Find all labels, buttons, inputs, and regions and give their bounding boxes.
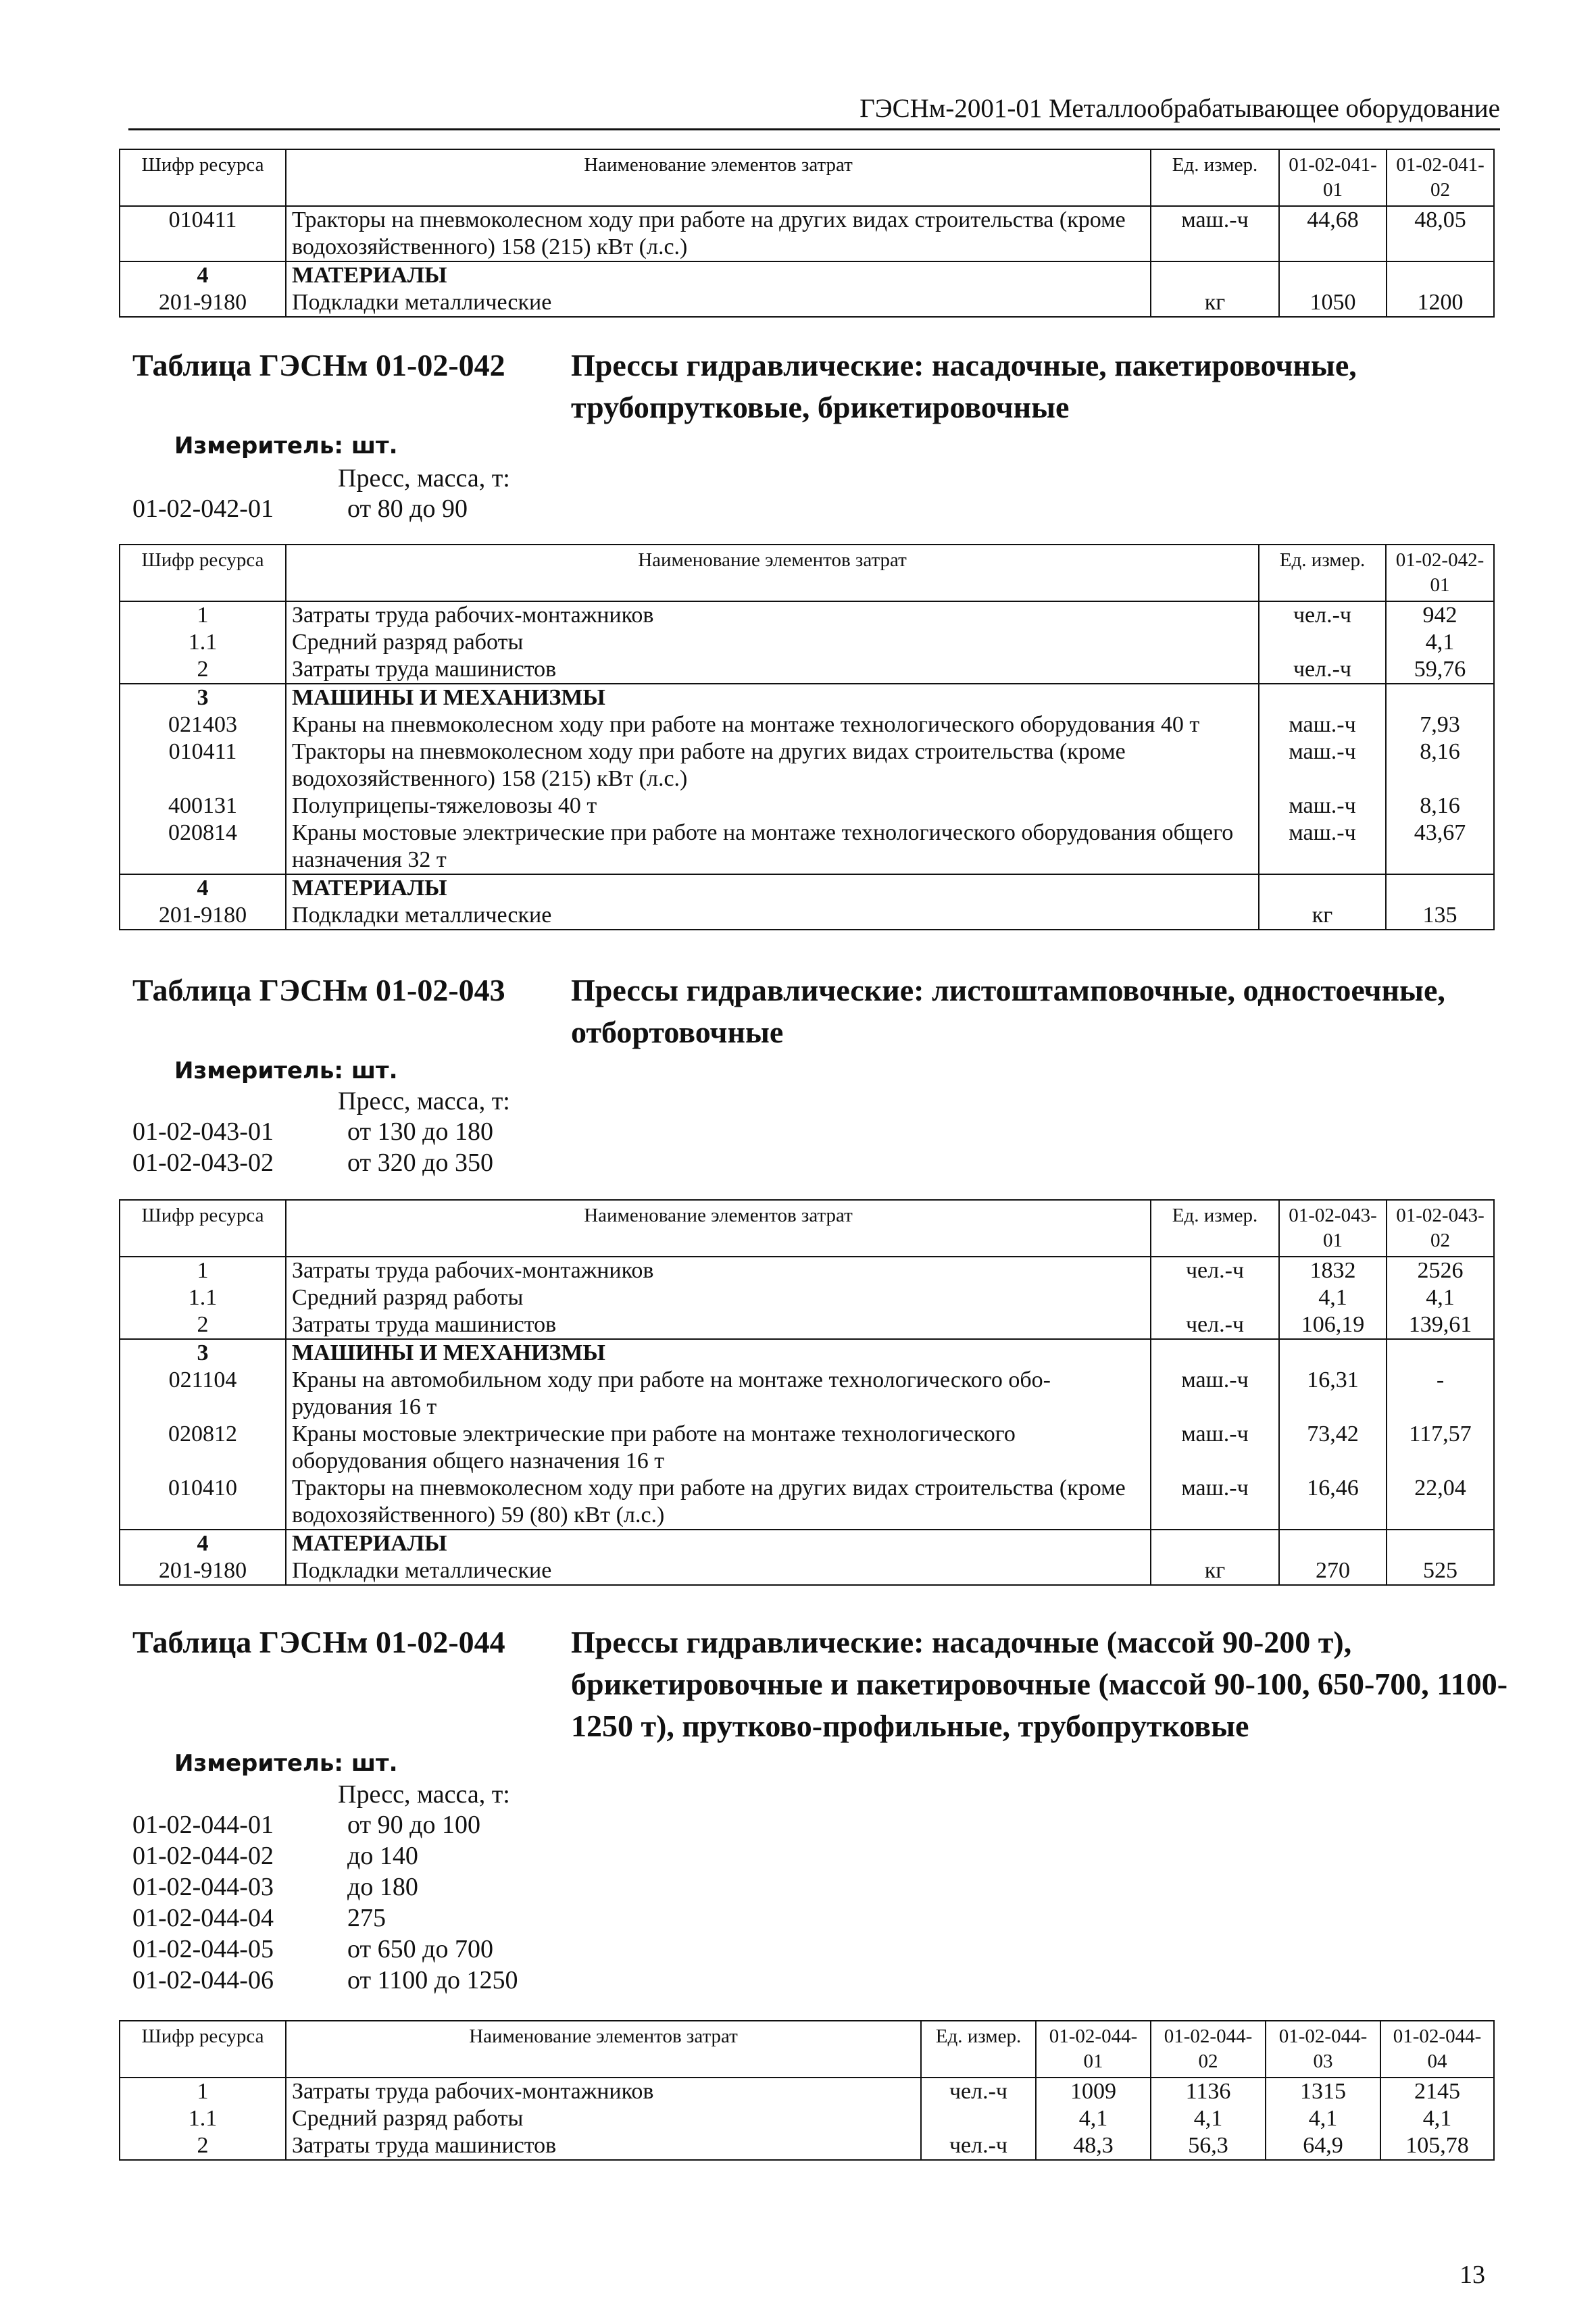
- resource-code: 010411: [120, 738, 286, 793]
- value: 8,16: [1386, 793, 1494, 820]
- value: [1387, 1530, 1494, 1557]
- col-header: 01-02-044-04: [1380, 2021, 1494, 2078]
- spec-value: от 650 до 700: [347, 1935, 493, 1963]
- value: 43,67: [1386, 820, 1494, 874]
- unit: маш.-ч: [1259, 793, 1386, 820]
- cost-item-name: Подкладки металлические: [286, 289, 1151, 317]
- value: 105,78: [1380, 2132, 1494, 2160]
- table-row: [120, 1557, 1494, 1585]
- spec-row: [132, 1147, 493, 1178]
- spec-heading: Пресс, масса, т:: [338, 1087, 510, 1115]
- cost-item-name: Затраты труда рабочих-монтажников: [286, 1257, 1151, 1284]
- table-row: [120, 1475, 1494, 1530]
- value: [1386, 874, 1494, 902]
- spec-value: 275: [347, 1904, 386, 1932]
- table-description: Прессы гидравлические: насадочные (массой 90-200 т), брикетировочные и пакетировочные (массой 90-100, 650-700, 1100-1250 т), прутково-профильные, трубопрутковые: [571, 1625, 1508, 1743]
- table-row: [120, 2132, 1494, 2160]
- table-042: [119, 544, 1495, 930]
- spec-value: до 180: [347, 1873, 418, 1901]
- spec-row: [132, 1934, 493, 1965]
- resource-code: 201-9180: [120, 1557, 286, 1585]
- unit: маш.-ч: [1151, 206, 1279, 261]
- resource-code: 201-9180: [120, 902, 286, 930]
- value: 7,93: [1386, 711, 1494, 738]
- cost-item-name: МАТЕРИАЛЫ: [286, 874, 1259, 902]
- unit: чел.-ч: [1259, 656, 1386, 684]
- table-description: Прессы гидравлические: листоштамповочные, одностоечные, отбортовочные: [571, 973, 1445, 1049]
- value: [1279, 1530, 1387, 1557]
- page-number: 13: [1460, 2261, 1485, 2289]
- value: 73,42: [1279, 1421, 1387, 1475]
- table-row: [120, 902, 1494, 930]
- spec-code: 01-02-043-01: [132, 1117, 274, 1146]
- table-row: [120, 206, 1494, 261]
- cost-item-name: Тракторы на пневмоколесном ходу при работе на других видах строительства (кроме водохозяйственного) 59 (80) кВт (л.с.): [286, 1475, 1151, 1530]
- value: 1050: [1279, 289, 1387, 317]
- resource-code: 1: [120, 2078, 286, 2105]
- value: 2526: [1387, 1257, 1494, 1284]
- resource-code: 021104: [120, 1367, 286, 1421]
- value: 4,1: [1151, 2105, 1266, 2132]
- resource-code: 3: [120, 1339, 286, 1367]
- col-header: Наименование элементов затрат: [286, 149, 1151, 206]
- spec-row: [132, 1903, 386, 1934]
- value: 106,19: [1279, 1311, 1387, 1339]
- spec-value: от 90 до 100: [347, 1811, 480, 1839]
- cost-item-name: МАШИНЫ И МЕХАНИЗМЫ: [286, 1339, 1151, 1367]
- col-header: Ед. измер.: [921, 2021, 1036, 2078]
- resource-code: 3: [120, 684, 286, 711]
- value: 4,1: [1266, 2105, 1380, 2132]
- spec-value: от 80 до 90: [347, 495, 468, 523]
- resource-code: 1: [120, 601, 286, 629]
- unit: [1151, 1284, 1279, 1311]
- table-row: [120, 629, 1494, 656]
- value: 1315: [1266, 2078, 1380, 2105]
- table-row: [120, 820, 1494, 874]
- value: 4,1: [1386, 629, 1494, 656]
- table-row: [120, 1421, 1494, 1475]
- col-header: 01-02-044-03: [1266, 2021, 1380, 2078]
- cost-item-name: Тракторы на пневмоколесном ходу при работе на других видах строительства (кроме водохозяйственного) 158 (215) кВт (л.с.): [286, 738, 1259, 793]
- value: [1387, 1339, 1494, 1367]
- unit: кг: [1151, 289, 1279, 317]
- value: 4,1: [1036, 2105, 1151, 2132]
- unit: маш.-ч: [1259, 820, 1386, 874]
- unit: чел.-ч: [921, 2078, 1036, 2105]
- value: 4,1: [1387, 1284, 1494, 1311]
- cost-item-name: Подкладки металлические: [286, 1557, 1151, 1585]
- value: [1386, 684, 1494, 711]
- spec-code: 01-02-044-02: [132, 1842, 274, 1870]
- cost-item-name: МАТЕРИАЛЫ: [286, 261, 1151, 289]
- cost-item-name: Краны на пневмоколесном ходу при работе на монтаже технологического оборудования 40 т: [286, 711, 1259, 738]
- col-header: Ед. измер.: [1259, 545, 1386, 601]
- unit: маш.-ч: [1151, 1367, 1279, 1421]
- col-header: Наименование элементов затрат: [286, 1200, 1151, 1257]
- table-row: [120, 656, 1494, 684]
- table-title: Таблица ГЭСНм 01-02-043: [132, 973, 505, 1007]
- table-title: Таблица ГЭСНм 01-02-044: [132, 1625, 505, 1659]
- value: 942: [1386, 601, 1494, 629]
- value: 139,61: [1387, 1311, 1494, 1339]
- col-header: Шифр ресурса: [120, 2021, 286, 2078]
- table-043: [119, 1199, 1495, 1586]
- col-header: Шифр ресурса: [120, 545, 286, 601]
- table-row: [120, 2105, 1494, 2132]
- spec-code: 01-02-044-04: [132, 1904, 274, 1932]
- col-header: 01-02-043-02: [1387, 1200, 1494, 1257]
- table-row: [120, 601, 1494, 629]
- col-header: 01-02-044-01: [1036, 2021, 1151, 2078]
- table-description: Прессы гидравлические: насадочные, пакетировочные, трубопрутковые, брикетировочные: [571, 348, 1357, 424]
- resource-code: 010411: [120, 206, 286, 261]
- spec-value: от 130 до 180: [347, 1117, 493, 1146]
- col-header: Ед. измер.: [1151, 1200, 1279, 1257]
- value: 270: [1279, 1557, 1387, 1585]
- spec-code: 01-02-044-03: [132, 1873, 274, 1901]
- col-header: Шифр ресурса: [120, 149, 286, 206]
- value: [1279, 1339, 1387, 1367]
- table-row: [120, 874, 1494, 902]
- cost-item-name: Краны мостовые электрические при работе на монтаже технологического оборудования общего назначения 32 т: [286, 820, 1259, 874]
- cost-item-name: Тракторы на пневмоколесном ходу при работе на других видах строительства (кроме водохозяйственного) 158 (215) кВт (л.с.): [286, 206, 1151, 261]
- value: 1136: [1151, 2078, 1266, 2105]
- table-row: [120, 289, 1494, 317]
- unit: [1259, 874, 1386, 902]
- value: 48,3: [1036, 2132, 1151, 2160]
- value: 56,3: [1151, 2132, 1266, 2160]
- measure-unit: Измеритель: шт.: [174, 432, 398, 459]
- resource-code: 021403: [120, 711, 286, 738]
- cost-item-name: Краны мостовые электрические при работе на монтаже технологического оборудования общего назначения 16 т: [286, 1421, 1151, 1475]
- resource-code: 1: [120, 1257, 286, 1284]
- unit: маш.-ч: [1151, 1475, 1279, 1530]
- table-row: [120, 2078, 1494, 2105]
- measure-unit: Измеритель: шт.: [174, 1057, 398, 1084]
- spec-row: [132, 1116, 493, 1147]
- resource-code: 400131: [120, 793, 286, 820]
- resource-code: 020812: [120, 1421, 286, 1475]
- table-row: [120, 1311, 1494, 1339]
- value: 1832: [1279, 1257, 1387, 1284]
- unit: маш.-ч: [1259, 738, 1386, 793]
- resource-code: 4: [120, 261, 286, 289]
- unit: чел.-ч: [1151, 1311, 1279, 1339]
- table-row: [120, 1339, 1494, 1367]
- unit: кг: [1151, 1557, 1279, 1585]
- table-row: [120, 711, 1494, 738]
- spec-code: 01-02-042-01: [132, 495, 274, 523]
- cost-item-name: Затраты труда машинистов: [286, 656, 1259, 684]
- col-header: Шифр ресурса: [120, 1200, 286, 1257]
- table-row: [120, 1257, 1494, 1284]
- unit: [1151, 261, 1279, 289]
- cost-item-name: Затраты труда машинистов: [286, 1311, 1151, 1339]
- value: 64,9: [1266, 2132, 1380, 2160]
- cost-item-name: Затраты труда рабочих-монтажников: [286, 601, 1259, 629]
- value: 4,1: [1380, 2105, 1494, 2132]
- spec-code: 01-02-044-01: [132, 1811, 274, 1839]
- col-header: Наименование элементов затрат: [286, 545, 1259, 601]
- col-header: Ед. измер.: [1151, 149, 1279, 206]
- unit: кг: [1259, 902, 1386, 930]
- unit: [1151, 1339, 1279, 1367]
- table-044: [119, 2020, 1495, 2161]
- resource-code: 1.1: [120, 629, 286, 656]
- spec-code: 01-02-043-02: [132, 1149, 274, 1177]
- spec-value: от 320 до 350: [347, 1149, 493, 1177]
- spec-row: [132, 1965, 518, 1996]
- spec-row: [132, 493, 468, 524]
- col-header: 01-02-043-01: [1279, 1200, 1387, 1257]
- unit: [1259, 684, 1386, 711]
- value: 2145: [1380, 2078, 1494, 2105]
- value: 48,05: [1387, 206, 1494, 261]
- value: 44,68: [1279, 206, 1387, 261]
- unit: чел.-ч: [1259, 601, 1386, 629]
- table-row: [120, 1284, 1494, 1311]
- spec-heading: Пресс, масса, т:: [338, 464, 510, 493]
- col-header: 01-02-041-01: [1279, 149, 1387, 206]
- page-header: [128, 95, 1500, 130]
- table-title: Таблица ГЭСНм 01-02-042: [132, 348, 505, 382]
- table-header-row: [120, 2021, 1494, 2078]
- spec-code: 01-02-044-05: [132, 1935, 274, 1963]
- cost-item-name: Полуприцепы-тяжеловозы 40 т: [286, 793, 1259, 820]
- table-header-row: [120, 545, 1494, 601]
- col-header: 01-02-042-01: [1386, 545, 1494, 601]
- value: 16,31: [1279, 1367, 1387, 1421]
- resource-code: 201-9180: [120, 289, 286, 317]
- unit: маш.-ч: [1151, 1421, 1279, 1475]
- resource-code: 010410: [120, 1475, 286, 1530]
- value: 59,76: [1386, 656, 1494, 684]
- value: 1200: [1387, 289, 1494, 317]
- table-row: [120, 1367, 1494, 1421]
- table-row: [120, 1530, 1494, 1557]
- cost-item-name: Средний разряд работы: [286, 2105, 921, 2132]
- spec-row: [132, 1809, 480, 1840]
- col-header: 01-02-044-02: [1151, 2021, 1266, 2078]
- spec-heading: Пресс, масса, т:: [338, 1780, 510, 1809]
- table-header-row: [120, 149, 1494, 206]
- value: 16,46: [1279, 1475, 1387, 1530]
- page-header-text: ГЭСНм-2001-01 Металлообрабатывающее оборудование: [859, 94, 1500, 123]
- value: 8,16: [1386, 738, 1494, 793]
- unit: [1259, 629, 1386, 656]
- spec-value: до 140: [347, 1842, 418, 1870]
- table-header-row: [120, 1200, 1494, 1257]
- spec-row: [132, 1840, 418, 1871]
- unit: чел.-ч: [1151, 1257, 1279, 1284]
- spec-row: [132, 1871, 418, 1903]
- cost-item-name: Средний разряд работы: [286, 1284, 1151, 1311]
- table-row: [120, 738, 1494, 793]
- table-row: [120, 261, 1494, 289]
- value: 525: [1387, 1557, 1494, 1585]
- resource-code: 2: [120, 1311, 286, 1339]
- cost-item-name: Затраты труда машинистов: [286, 2132, 921, 2160]
- spec-code: 01-02-044-06: [132, 1966, 274, 1994]
- cost-item-name: МАТЕРИАЛЫ: [286, 1530, 1151, 1557]
- value: 4,1: [1279, 1284, 1387, 1311]
- cost-item-name: МАШИНЫ И МЕХАНИЗМЫ: [286, 684, 1259, 711]
- resource-code: 2: [120, 2132, 286, 2160]
- resource-code: 1.1: [120, 1284, 286, 1311]
- unit: маш.-ч: [1259, 711, 1386, 738]
- table-row: [120, 684, 1494, 711]
- col-header: 01-02-041-02: [1387, 149, 1494, 206]
- value: 117,57: [1387, 1421, 1494, 1475]
- value: [1279, 261, 1387, 289]
- col-header: Наименование элементов затрат: [286, 2021, 921, 2078]
- value: 22,04: [1387, 1475, 1494, 1530]
- cost-item-name: Средний разряд работы: [286, 629, 1259, 656]
- unit: чел.-ч: [921, 2132, 1036, 2160]
- resource-code: 020814: [120, 820, 286, 874]
- value: 1009: [1036, 2078, 1151, 2105]
- resource-code: 4: [120, 1530, 286, 1557]
- unit: [1151, 1530, 1279, 1557]
- resource-code: 2: [120, 656, 286, 684]
- spec-value: от 1100 до 1250: [347, 1966, 518, 1994]
- resource-code: 1.1: [120, 2105, 286, 2132]
- measure-unit: Измеритель: шт.: [174, 1750, 398, 1777]
- value: [1387, 261, 1494, 289]
- cost-item-name: Затраты труда рабочих-монтажников: [286, 2078, 921, 2105]
- value: 135: [1386, 902, 1494, 930]
- table-041-continuation: [119, 149, 1495, 318]
- table-row: [120, 793, 1494, 820]
- resource-code: 4: [120, 874, 286, 902]
- value: -: [1387, 1367, 1494, 1421]
- cost-item-name: Краны на автомобильном ходу при работе на монтаже технологического обо-рудования 16 т: [286, 1367, 1151, 1421]
- cost-item-name: Подкладки металлические: [286, 902, 1259, 930]
- unit: [921, 2105, 1036, 2132]
